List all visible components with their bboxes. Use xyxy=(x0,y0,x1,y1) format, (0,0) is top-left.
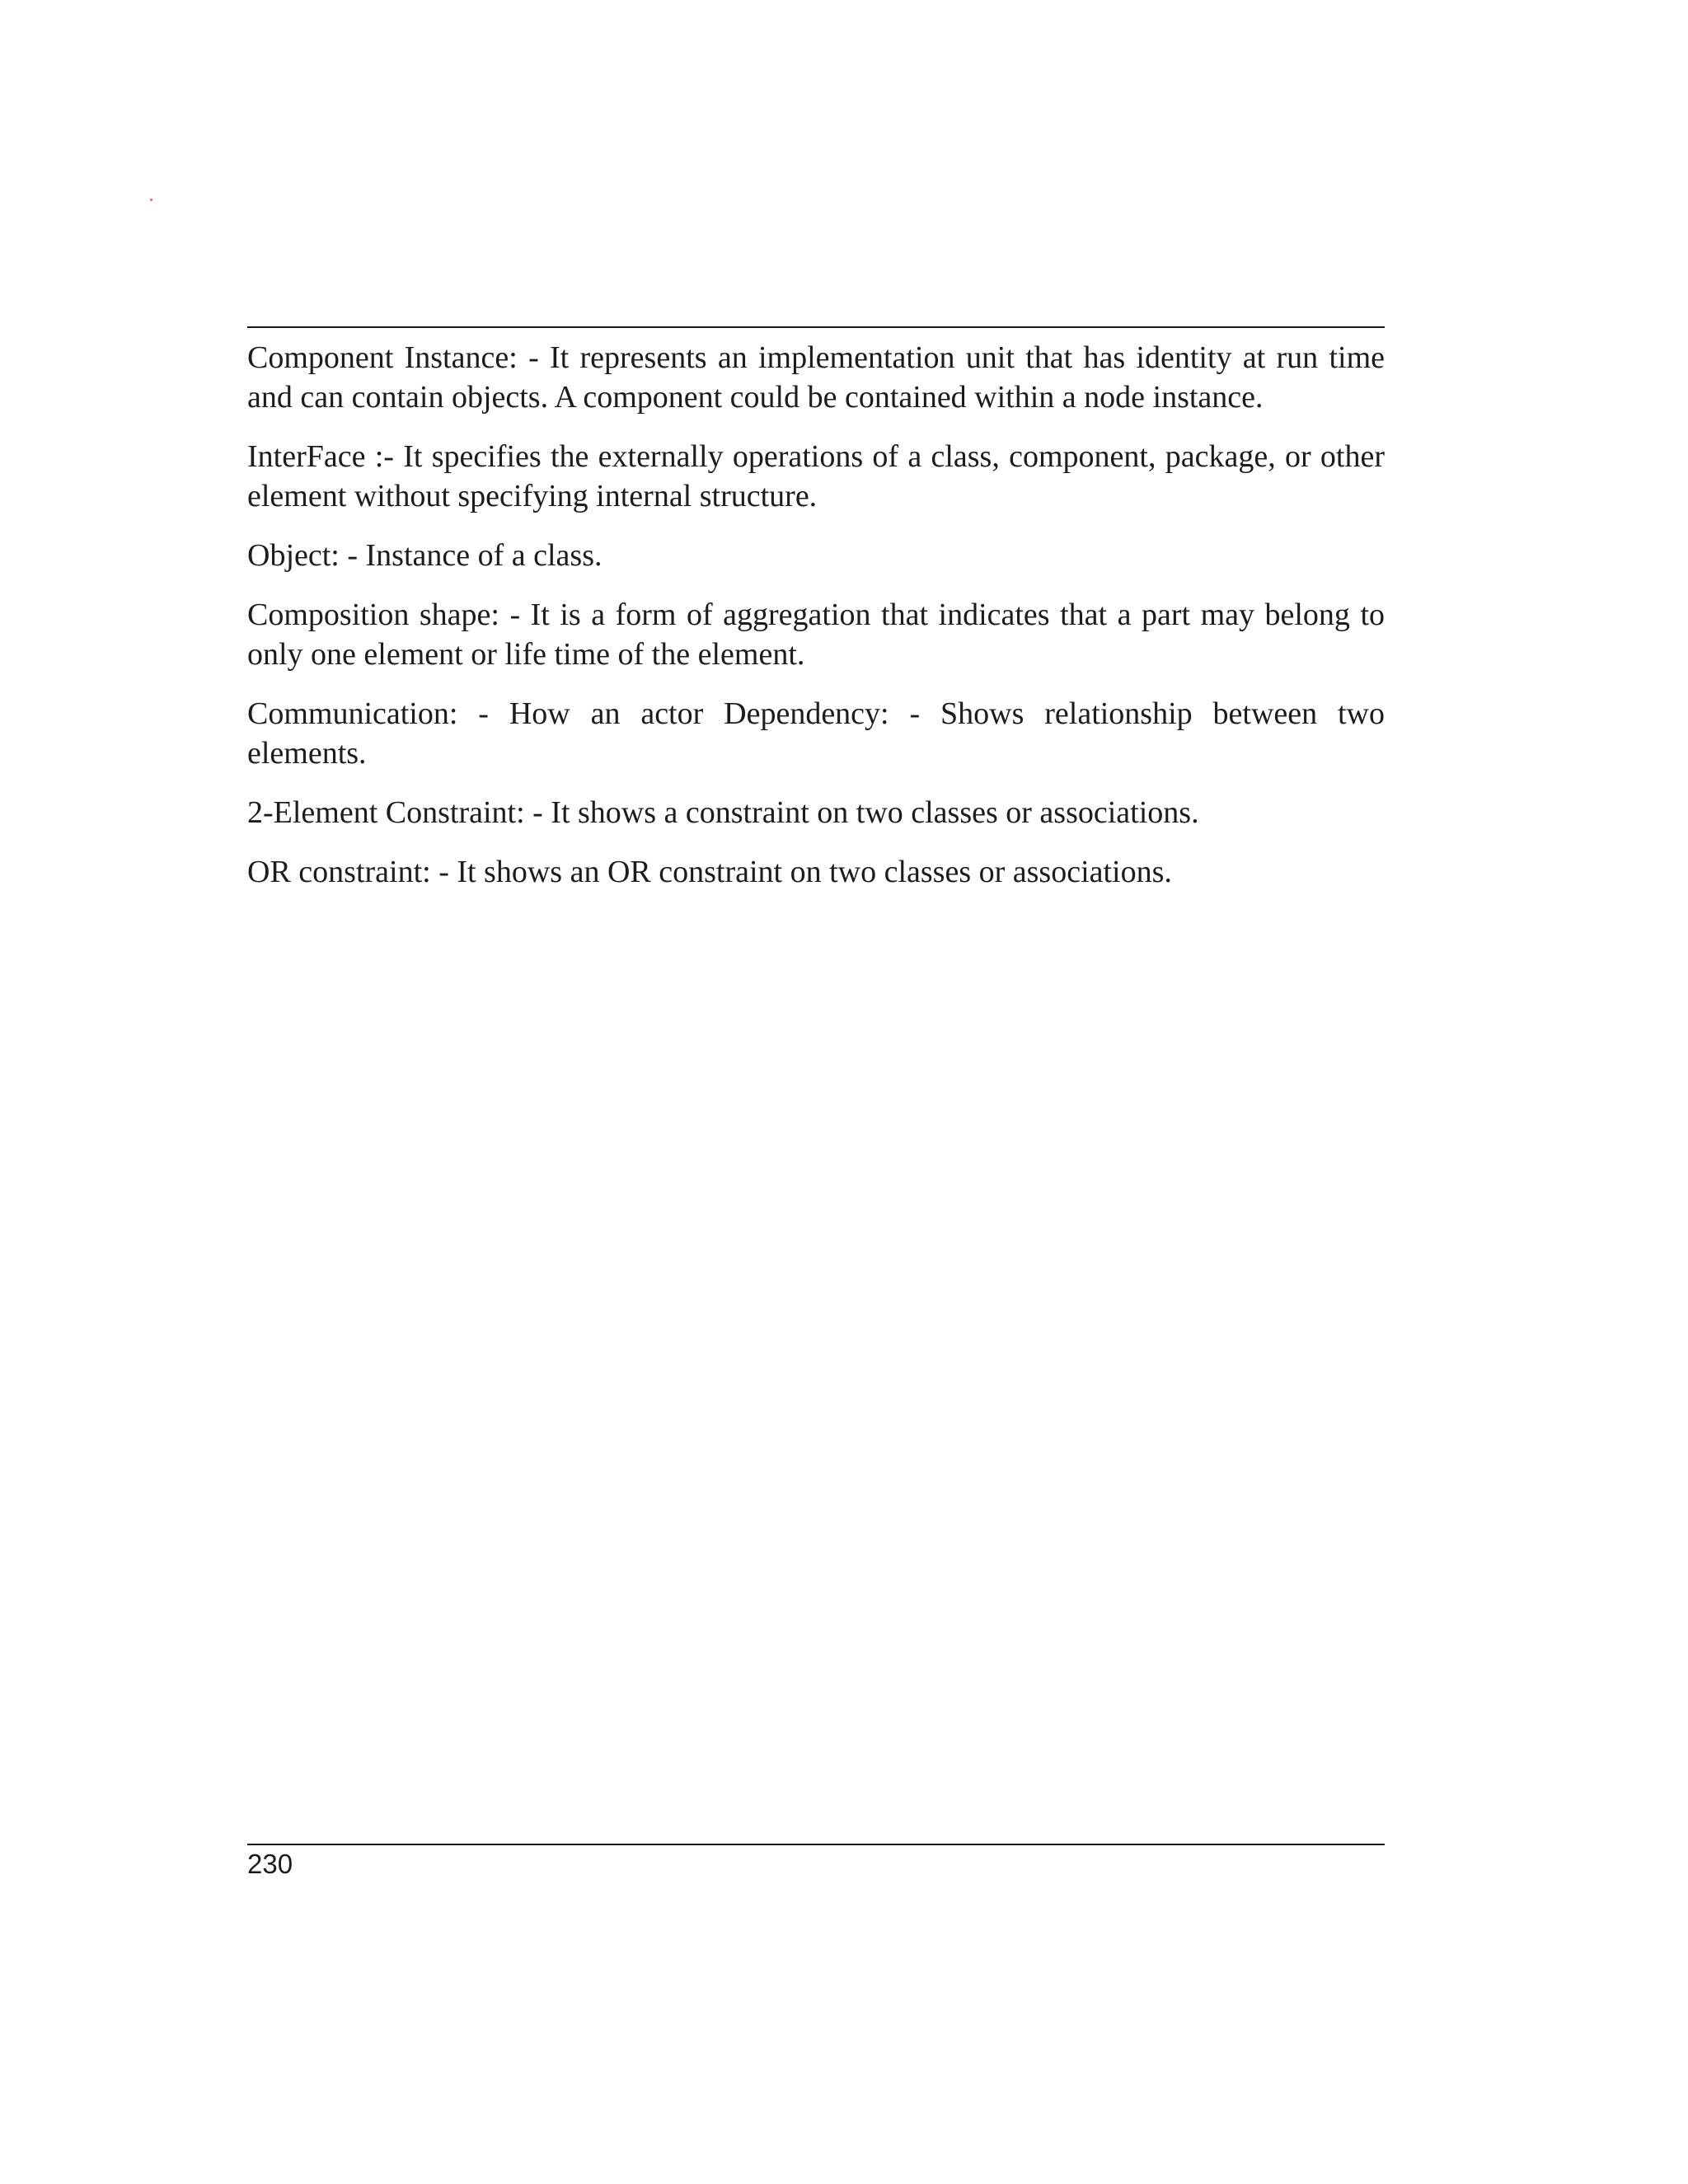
page-number: 230 xyxy=(247,1849,293,1879)
stray-mark xyxy=(150,199,152,201)
paragraph-object: Object: - Instance of a class. xyxy=(247,538,603,573)
paragraph-composition-shape: Composition shape: - It is a form of aggregation that indicates that a part may belong to only one element or life time of the element. xyxy=(247,598,1385,672)
paragraph-interface: InterFace :- It specifies the externally operations of a class, component, package, or other element without specifying internal structure. xyxy=(247,439,1385,513)
paragraph-communication-dependency: Communication: - How an actor Dependency: - Shows relationship between two elements. xyxy=(247,696,1385,771)
paragraph-or-constraint: OR constraint: - It shows an OR constraint on two classes or associations. xyxy=(247,855,1172,889)
page-body xyxy=(247,338,1385,912)
paragraph-2-element-constraint: 2-Element Constraint: - It shows a constraint on two classes or associations. xyxy=(247,795,1199,830)
paragraph-component-instance: Component Instance: - It represents an implementation unit that has identity at run time and can contain objects. A component could be contained within a node instance. xyxy=(247,340,1385,415)
header-rule xyxy=(247,326,1385,328)
footer-rule xyxy=(247,1844,1385,1845)
